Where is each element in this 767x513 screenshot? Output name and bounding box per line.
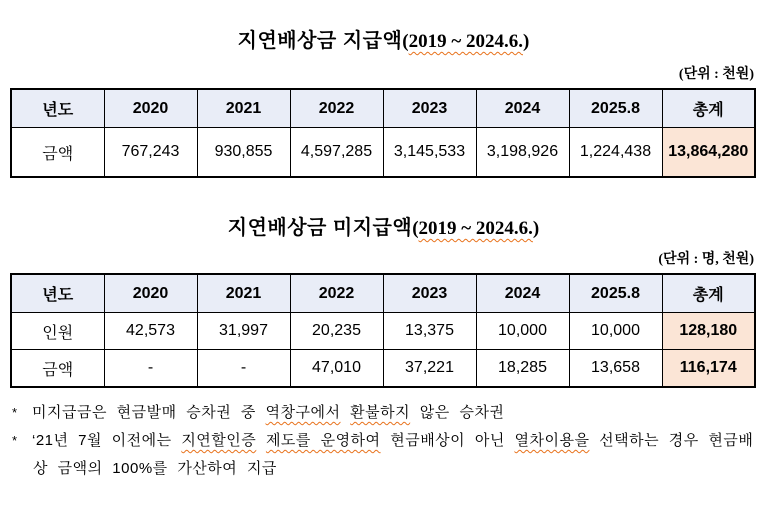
column-header-2025-8: 2025.8 <box>569 89 662 128</box>
unit-label-paid: (단위 : 천원) <box>678 67 754 82</box>
asterisk-marker: * <box>12 433 18 448</box>
cell-2023: 37,221 <box>383 350 476 388</box>
cell-2021: - <box>197 350 290 388</box>
unpaid-table-header-row <box>11 274 755 313</box>
row-label: 금액 <box>11 128 104 178</box>
column-header-year: 년도 <box>11 274 104 313</box>
paid-title-date-range: 2019 ~ 2024.6. <box>408 31 523 52</box>
paren-open: ( <box>402 31 409 52</box>
unpaid-table-people-row <box>11 313 755 350</box>
footnote-text: ‘21년 7월 이전에는 <box>32 432 182 449</box>
cell-total: 13,864,280 <box>662 128 755 178</box>
paid-table-amount-row <box>11 128 755 178</box>
paren-close: ) <box>523 31 530 52</box>
unpaid-title-range-wrap <box>412 218 539 239</box>
footnote-text: 않은 승차권 <box>410 404 505 421</box>
paid-title-range-wrap <box>402 31 529 52</box>
row-label: 인원 <box>11 313 104 350</box>
unpaid-amount-table <box>10 273 756 388</box>
column-header-2021: 2021 <box>197 89 290 128</box>
footnote-unpaid-definition <box>12 399 759 427</box>
column-header-2022: 2022 <box>290 89 383 128</box>
paid-amount-table <box>10 88 756 178</box>
cell-2022: 4,597,285 <box>290 128 383 178</box>
column-header-2025-8: 2025.8 <box>569 274 662 313</box>
row-label: 금액 <box>11 350 104 388</box>
paid-table-header-row <box>11 89 755 128</box>
cell-2024: 10,000 <box>476 313 569 350</box>
paid-table-title <box>0 27 767 56</box>
column-header-total: 총계 <box>662 89 755 128</box>
cell-2020: 42,573 <box>104 313 197 350</box>
cell-total: 116,174 <box>662 350 755 388</box>
footnote-text: 환불하지 <box>350 404 411 421</box>
cell-2021: 31,997 <box>197 313 290 350</box>
footnote-text: 미지급금은 현금발매 승차권 중 <box>32 404 266 421</box>
footnote-text: 선택하는 경우 현금배상 금액의 100%를 가산하여 지급 <box>33 432 754 477</box>
column-header-year: 년도 <box>11 89 104 128</box>
cell-2022: 20,235 <box>290 313 383 350</box>
column-header-total: 총계 <box>662 274 755 313</box>
column-header-2022: 2022 <box>290 274 383 313</box>
cell-2023: 13,375 <box>383 313 476 350</box>
unit-label-unpaid: (단위 : 명, 천원) <box>658 252 754 267</box>
column-header-2021: 2021 <box>197 274 290 313</box>
column-header-2023: 2023 <box>383 274 476 313</box>
cell-2025-8: 1,224,438 <box>569 128 662 178</box>
footnote-text: 현금배상이 아닌 <box>380 432 515 449</box>
footnote-text: 제도를 운영하여 <box>265 432 381 449</box>
footnotes-section <box>12 399 759 483</box>
cell-2022: 47,010 <box>290 350 383 388</box>
cell-2021: 930,855 <box>197 128 290 178</box>
unpaid-table-title <box>0 214 767 243</box>
cell-2025-8: 13,658 <box>569 350 662 388</box>
cell-2020: 767,243 <box>104 128 197 178</box>
footnote-text: 지연할인증 <box>181 432 257 449</box>
cell-2023: 3,145,533 <box>383 128 476 178</box>
column-header-2020: 2020 <box>104 274 197 313</box>
cell-total: 128,180 <box>662 313 755 350</box>
footnote-text <box>341 404 351 421</box>
unpaid-title-date-range: 2019 ~ 2024.6. <box>418 218 533 239</box>
paren-close: ) <box>532 218 540 239</box>
column-header-2024: 2024 <box>476 89 569 128</box>
footnote-text <box>256 432 266 449</box>
column-header-2024: 2024 <box>476 274 569 313</box>
footnote-text: 역창구에서 <box>265 404 341 421</box>
cell-2020: - <box>104 350 197 388</box>
cell-2025-8: 10,000 <box>569 313 662 350</box>
unpaid-table-amount-row <box>11 350 755 388</box>
cell-2024: 18,285 <box>476 350 569 388</box>
paid-title-text: 지연배상금 지급액 <box>237 30 403 52</box>
asterisk-marker: * <box>12 405 18 420</box>
paren-open: ( <box>412 218 419 239</box>
footnote-discount-system <box>12 427 759 483</box>
unpaid-title-text: 지연배상금 미지급액 <box>227 217 413 239</box>
cell-2024: 3,198,926 <box>476 128 569 178</box>
column-header-2023: 2023 <box>383 89 476 128</box>
footnote-text: 열차이용을 <box>514 432 590 449</box>
column-header-2020: 2020 <box>104 89 197 128</box>
